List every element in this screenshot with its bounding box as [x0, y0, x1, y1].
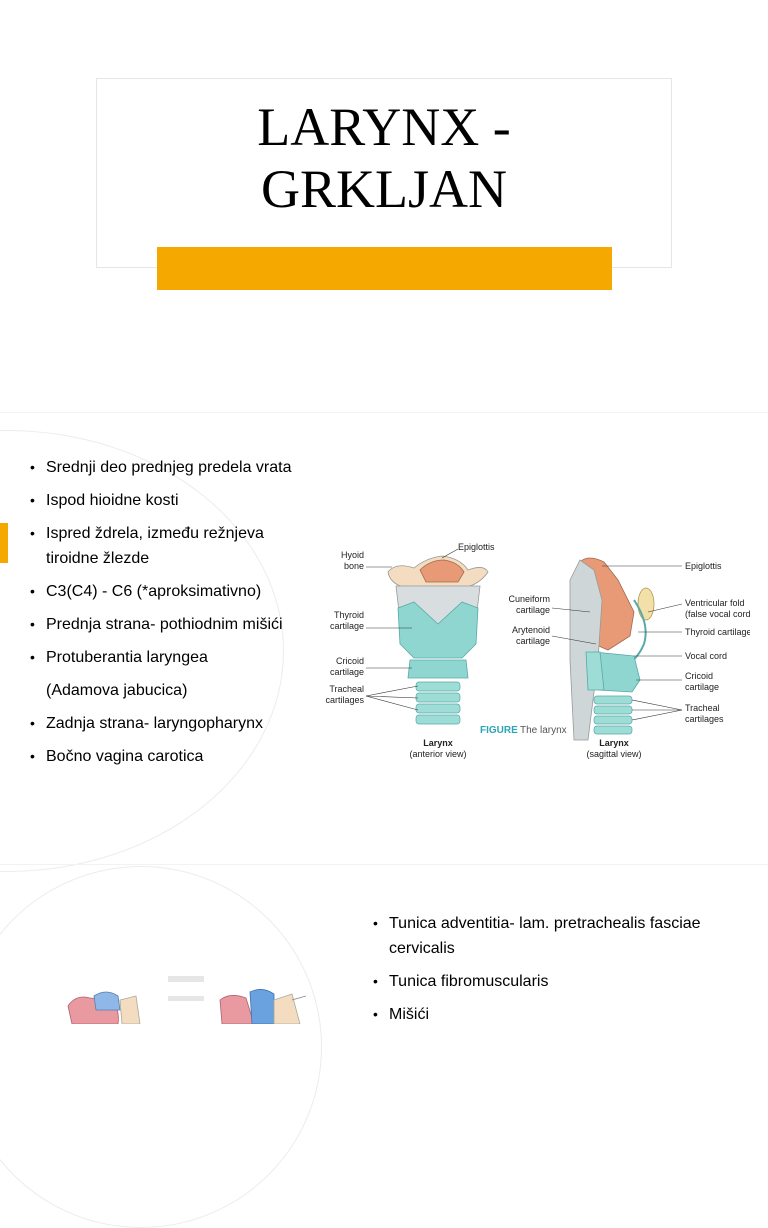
bullet-item: • Srednji deo prednjeg predela vrata: [30, 455, 292, 480]
label-tracheal-sagittal-1: Tracheal: [685, 703, 720, 713]
label-cuneiform-1: Cuneiform: [508, 594, 550, 604]
anterior-caption-2: (anterior view): [409, 749, 467, 759]
bullet-list: [30, 455, 292, 769]
bullet-item: • Tunica fibromuscularis: [373, 969, 753, 994]
slide-divider: [0, 864, 768, 865]
partial-anatomy-illustration: [60, 970, 310, 1024]
bullet-item: • Mišići: [373, 1002, 753, 1027]
label-cuneiform-2: cartilage: [515, 605, 550, 615]
bullet-item: • Prednja strana- pothiodnim mišići: [30, 612, 292, 637]
slide-divider: [0, 412, 768, 413]
label-tracheal-sagittal-2: cartilages: [685, 714, 724, 724]
bullet-item: • Tunica adventitia- lam. pretrachealis fasciae cervicalis: [373, 911, 753, 961]
sagittal-caption-2: (sagittal view): [586, 749, 642, 759]
label-thyroid-2: cartilage: [329, 621, 364, 631]
label-tracheal-2: cartilages: [325, 695, 364, 705]
bullet-item: (Adamova jabucica): [46, 682, 188, 699]
label-cricoid-sagittal-1: Cricoid: [685, 671, 714, 681]
label-cricoid-2: cartilage: [329, 667, 364, 677]
bullet-item: • Ispod hioidne kosti: [30, 488, 292, 513]
title-accent-bar: [157, 247, 612, 290]
sagittal-view-drawing: [552, 558, 682, 740]
larynx-figure: [318, 540, 750, 768]
bullet-item: • Protuberantia laryngea: [30, 645, 292, 670]
label-thyroid-1: Thyroid: [333, 610, 364, 620]
sagittal-caption-1: Larynx: [599, 738, 629, 748]
label-epiglottis-anterior: Epiglottis: [458, 542, 495, 552]
label-vocal-cord: Vocal cord: [685, 651, 728, 661]
label-tracheal-1: Tracheal: [329, 684, 364, 694]
title-line-1: LARYNX -: [257, 97, 511, 157]
bullet-item: • C3(C4) - C6 (*aproksimativno): [30, 579, 292, 604]
bullet-item: • Zadnja strana- laryngopharynx: [30, 711, 292, 736]
anterior-caption-1: Larynx: [423, 738, 453, 748]
label-arytenoid-1: Arytenoid: [511, 625, 550, 635]
label-thyroid-sagittal: Thyroid cartilage: [685, 627, 750, 637]
decorative-arc: [0, 866, 322, 1228]
bullet-item: • Bočno vagina carotica: [30, 744, 292, 769]
figure-caption: The larynx: [520, 725, 567, 736]
label-hyoid-1: Hyoid: [340, 550, 364, 560]
label-hyoid-2: bone: [343, 561, 364, 571]
label-ventricular-2: (false vocal cord): [685, 609, 750, 619]
slide-title: [96, 96, 672, 220]
label-cricoid-sagittal-2: cartilage: [685, 682, 720, 692]
title-line-2: GRKLJAN: [260, 159, 507, 219]
larynx-illustration: [318, 540, 750, 768]
label-arytenoid-2: cartilage: [515, 636, 550, 646]
bullet-item: • Ispred ždrela, između režnjeva tiroidne žlezde: [30, 521, 292, 571]
label-epiglottis-sagittal: Epiglottis: [685, 561, 722, 571]
figure-caption-prefix: FIGURE: [480, 725, 518, 736]
anterior-view-drawing: [366, 549, 488, 724]
label-ventricular-1: Ventricular fold: [685, 598, 745, 608]
bullet-list: [373, 911, 753, 1027]
label-cricoid-1: Cricoid: [335, 656, 364, 666]
side-accent-tab: [0, 523, 8, 563]
